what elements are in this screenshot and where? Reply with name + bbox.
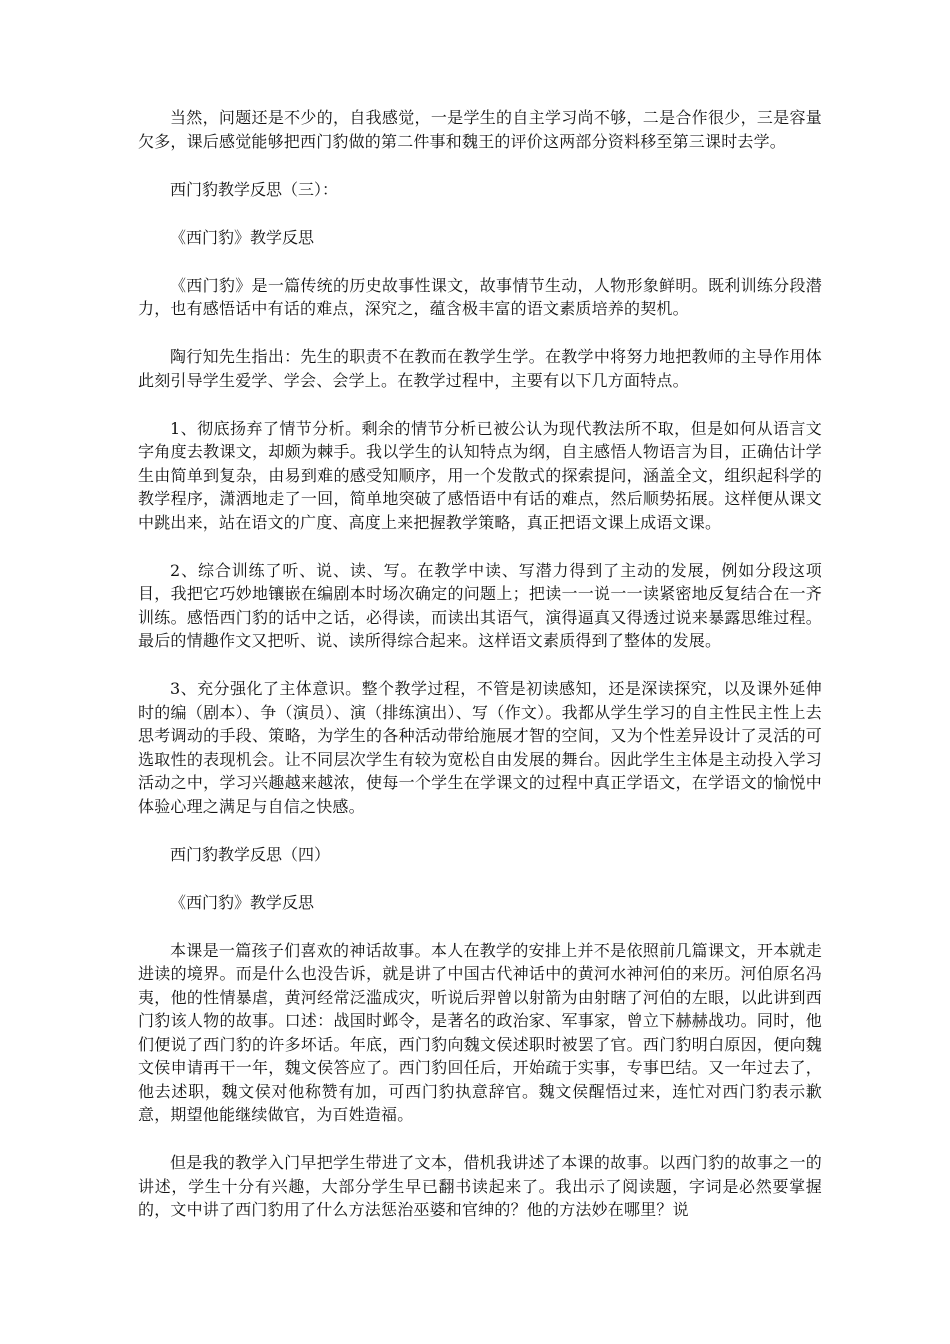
paragraph-problems: 当然，问题还是不少的，自我感觉，一是学生的自主学习尚不够，二是合作很少，三是容量欠多，课后感觉能够把西门豹做的第二件事和魏王的评价这两部分资料移至第三课时去学。 bbox=[138, 108, 822, 151]
paragraph-teaching: 但是我的教学入门早把学生带进了文本，借机我讲述了本课的故事。以西门豹的故事之一的讲述，学生十分有兴趣，大部分学生早已翻书读起来了。我出示了阅读题，字词是必然要掌握的，文中讲了西门豹用了什么方法惩治巫婆和官绅的？他的方法妙在哪里？说 bbox=[138, 1153, 822, 1219]
paragraph-point-3: 3、充分强化了主体意识。整个教学过程，不管是初读感知，还是深读探究，以及课外延伸时的编（剧本）、争（演员）、演（排练演出）、写（作文）。我都从学生学习的自主性民主性上去思考调动的手段、策略，为学生的各种活动带给施展才智的空间，又为个性差异设计了灵活的可选取性的表现机会。让不同层次学生有较为宽松自由发展的舞台。因此学生主体是主动投入学习活动之中，学习兴趣越来越浓，使每一个学生在学课文的过程中真正学语文，在学语文的愉悦中体验心理之满足与自信之快感。 bbox=[138, 679, 822, 816]
section-heading-3: 西门豹教学反思（三）： bbox=[170, 179, 339, 199]
paragraph-tao-xingzhi: 陶行知先生指出：先生的职责不在教而在教学生学。在教学中将努力地把教师的主导作用体此刻引导学生爱学、学会、会学上。在教学过程中，主要有以下几方面特点。 bbox=[138, 347, 822, 390]
paragraph-story: 本课是一篇孩子们喜欢的神话故事。本人在教学的安排上并不是依照前几篇课文，开本就走进读的境界。而是什么也没告诉，就是讲了中国古代神话中的黄河水神河伯的来历。河伯原名冯夷，他的性情暴虐，黄河经常泛滥成灾，听说后羿曾以射箭为由射瞎了河伯的左眼，以此讲到西门豹该人物的故事。口述：战国时邺令，是著名的政治家、军事家，曾立下赫赫战功。同时，他们便说了西门豹的许多坏话。年底，西门豹向魏文侯述职时被罢了官。西门豹明白原因，便向魏文侯申请再干一年，魏文侯答应了。西门豹回任后，开始疏于实事，专事巴结。又一年过去了，他去述职，魏文侯对他称赞有加，可西门豹执意辞官。魏文侯醒悟过来，连忙对西门豹表示歉意，期望他能继续做官，为百姓造福。 bbox=[138, 940, 822, 1124]
paragraph-intro: 《西门豹》是一篇传统的历史故事性课文，故事情节生动，人物形象鲜明。既利训练分段潜力，也有感悟话中有话的难点，深究之，蕴含极丰富的语文素质培养的契机。 bbox=[138, 275, 822, 318]
paragraph-point-2: 2、综合训练了听、说、读、写。在教学中读、写潜力得到了主动的发展，例如分段这项目，我把它巧妙地镶嵌在编剧本时场次确定的问题上；把读一一说一一读紧密地反复结合在一齐训练。感悟西门豹的话中之话，必得读，而读出其语气，演得逼真又得透过说来暴露思维过程。最后的情趣作文又把听、说、读所得综合起来。这样语文素质得到了整体的发展。 bbox=[138, 560, 822, 650]
paragraph-point-1: 1、彻底扬弃了情节分析。剩余的情节分析已被公认为现代教法所不取，但是如何从语言文字角度去教课文，却颇为棘手。我以学生的认知特点为纲，自主感悟人物语言为目，正确估计学生由简单到复杂，由易到难的感受知顺序，用一个发散式的探索提问，涵盖全文，组织起科学的教学程序，潇洒地走了一回，简单地突破了感悟语中有话的难点，然后顺势拓展。这样便从课文中跳出来，站在语文的广度、高度上来把握教学策略，真正把语文课上成语文课。 bbox=[138, 418, 822, 532]
section-heading-4: 西门豹教学反思（四） bbox=[170, 844, 331, 864]
document-page bbox=[138, 106, 822, 1246]
article-title-3: 《西门豹》教学反思 bbox=[170, 227, 315, 247]
article-title-4: 《西门豹》教学反思 bbox=[170, 892, 315, 912]
